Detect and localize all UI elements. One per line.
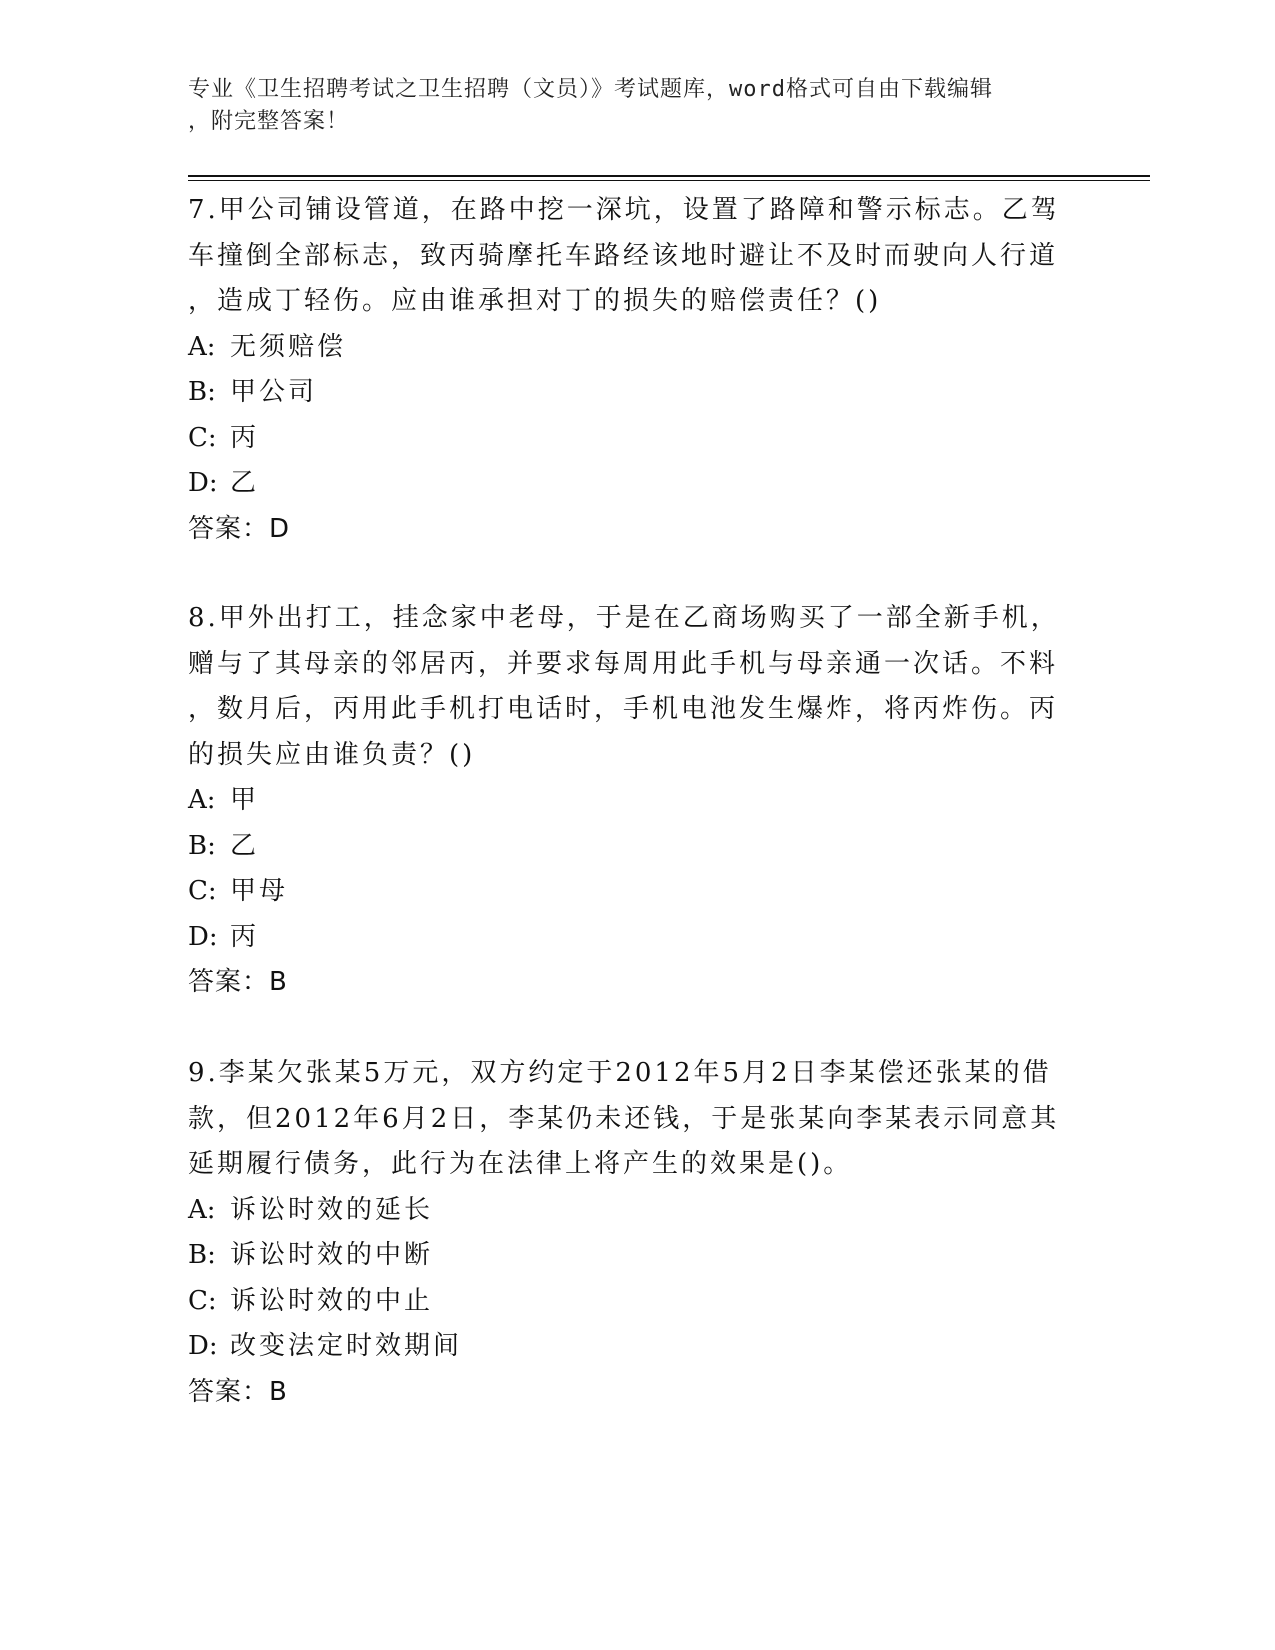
option-a [188, 325, 1088, 371]
option-text: 甲 [230, 785, 260, 815]
question-stem-line: 车撞倒全部标志，致丙骑摩托车路经该地时避让不及时而驶向人行道 [188, 240, 1059, 271]
question-stem-line: 款，但2012年6月2日，李某仍未还钱，于是张某向李某表示同意其 [188, 1103, 1060, 1134]
option-key: B: [188, 377, 216, 407]
option-key: D: [188, 468, 218, 498]
question-7 [188, 188, 1088, 552]
option-key: C: [188, 1285, 217, 1316]
option-d [188, 915, 1088, 961]
option-key: A: [188, 331, 216, 362]
option-text: 乙 [230, 830, 260, 861]
answer-line: 答案：B [188, 967, 288, 997]
question-stem-line: 延期履行债务，此行为在法律上将产生的效果是()。 [188, 1149, 853, 1179]
option-text: 甲母 [230, 876, 289, 906]
option-text: 丙 [230, 921, 260, 952]
option-key: C: [188, 422, 217, 453]
option-key: A: [188, 785, 216, 815]
option-key: C: [188, 876, 217, 906]
option-d [188, 1324, 1088, 1370]
option-key: D: [188, 921, 218, 952]
question-8 [188, 596, 1088, 1006]
answer-line: 答案：B [188, 1376, 288, 1407]
option-a [188, 1188, 1088, 1234]
question-stem-line: 的损失应由谁负责？() [188, 739, 476, 770]
option-b [188, 370, 1088, 416]
question-stem-line: 8.甲外出打工，挂念家中老母，于是在乙商场购买了一部全新手机， [188, 603, 1060, 633]
question-stem-line: 9.李某欠张某5万元，双方约定于2012年5月2日李某偿还张某的借 [188, 1058, 1052, 1088]
option-key: A: [188, 1194, 216, 1225]
option-text: 乙 [230, 468, 260, 498]
option-key: D: [188, 1331, 218, 1361]
question-stem-line: 赠与了其母亲的邻居丙，并要求每周用此手机与母亲通一次话。不料 [188, 648, 1059, 679]
header-line-2: ，附完整答案！ [188, 109, 350, 134]
option-b [188, 1233, 1088, 1279]
header-divider-thick [188, 175, 1150, 177]
header-divider-thin [188, 180, 1150, 181]
option-text: 无须赔偿 [230, 331, 347, 362]
header-line-1: 专业《卫生招聘考试之卫生招聘（文员）》考试题库，word格式可自由下载编辑 [188, 77, 993, 102]
question-9 [188, 1051, 1088, 1415]
question-stem-line: ，造成丁轻伤。应由谁承担对丁的损失的赔偿责任？() [188, 286, 882, 316]
option-text: 丙 [230, 422, 260, 453]
option-text: 甲公司 [230, 377, 318, 407]
option-key: B: [188, 1240, 216, 1270]
option-text: 诉讼时效的延长 [230, 1194, 434, 1225]
question-stem-line: 7.甲公司铺设管道，在路中挖一深坑，设置了路障和警示标志。乙驾 [188, 195, 1060, 225]
option-text: 诉讼时效的中断 [230, 1240, 434, 1270]
option-c [188, 416, 1088, 462]
option-text: 改变法定时效期间 [230, 1331, 463, 1361]
option-c [188, 1279, 1088, 1325]
option-text: 诉讼时效的中止 [230, 1285, 434, 1316]
option-b [188, 824, 1088, 870]
answer-line: 答案：D [188, 513, 291, 544]
document-header [188, 74, 1068, 138]
option-d [188, 461, 1088, 507]
question-stem-line: ，数月后，丙用此手机打电话时，手机电池发生爆炸，将丙炸伤。丙 [188, 694, 1059, 724]
option-a [188, 778, 1088, 824]
option-c [188, 869, 1088, 915]
option-key: B: [188, 830, 216, 861]
